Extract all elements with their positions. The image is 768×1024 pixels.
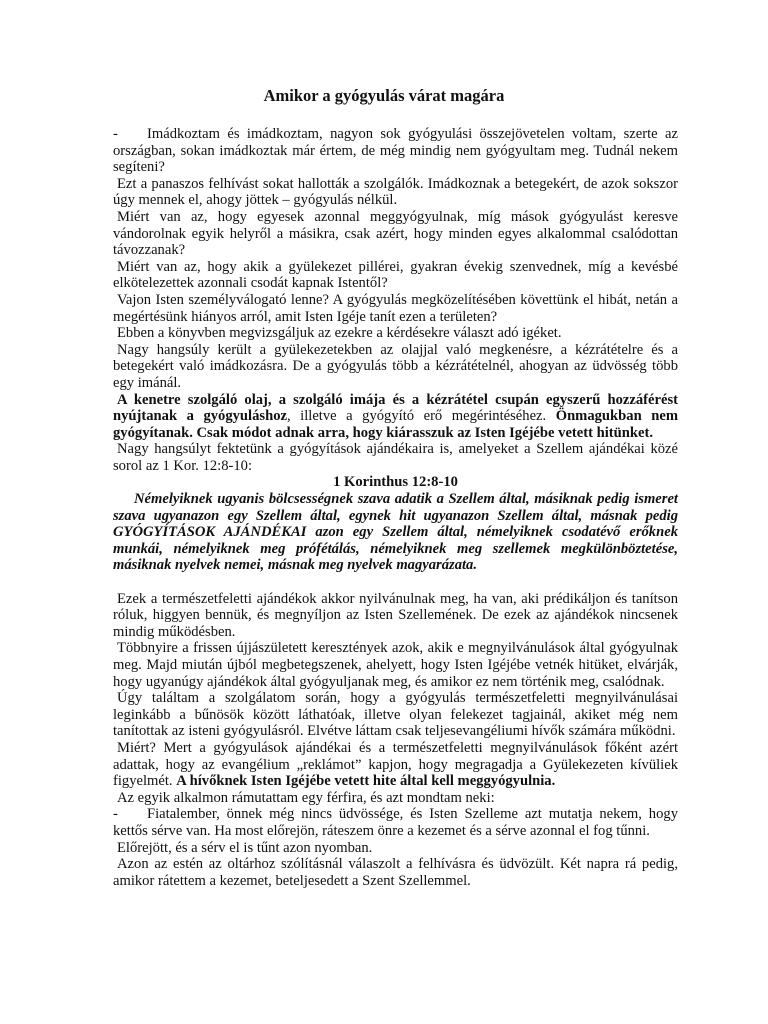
paragraph-11: Többnyire a frissen újjászületett keresztények azok, akik e megnyilvánulások által gyógyulnak meg. Majd miután újból megbetegszenek, ahelyett, hogy Isten Igéjébe vetnék hitüket, elvárják, hogy ugyanúgy ajándékok által gyógyuljanak meg, és amikor ez nem történik meg, csalódnak. (113, 640, 678, 690)
paragraph-14: Az egyik alkalmon rámutattam egy férfira, és azt mondtam neki: (117, 789, 495, 806)
verse-reference: 1 Korinthus 12:8-10 (333, 474, 458, 491)
paragraph-1-text: Imádkoztam és imádkoztam, nagyon sok gyógyulási összejövetelen voltam, szerte az országban, sokan imádkoztak már értem, de még mindig nem gyógyultam meg. Tudnál nekem segíteni? (113, 126, 678, 176)
paragraph-8-bold-1: A kenetre szolgáló olaj, a szolgáló imája és a kézrátétel csupán egyszerű hozzáférést nyújtanak a gyógyuláshoz (113, 391, 678, 425)
paragraph-3: Miért van az, hogy egyesek azonnal meggyógyulnak, míg mások gyógyulást keresve vándorolnak egyik helyről a másikra, csak azért, hogy minden egyes alkalommal csalódottan távozzanak? (113, 208, 678, 259)
paragraph-13 (113, 740, 678, 790)
paragraph-6: Ebben a könyvben megvizsgáljuk az ezekre a kérdésekre választ adó igéket. (117, 325, 562, 342)
paragraph-1 (113, 126, 678, 176)
paragraph-17: Azon az estén az oltárhoz szólításnál válaszolt a felhívásra és üdvözült. Két napra rá pedig, amikor rátettem a kezemet, beteljesedett a Szent Szellemmel. (113, 856, 678, 889)
paragraph-13-normal: Miért? Mert a gyógyulások ajándékai és a természetfeletti megnyilvánulások főként azért adattak, hogy az evangélium „reklámot” kapjon, hogy megragadja a Gyülekezeten kívüliek figyelmét. (113, 739, 678, 790)
paragraph-8-bold-2: Önmagukban nem gyógyítanak. Csak módot adnak arra, hogy kiárasszuk az Isten Igéjébe vetett hitünket. (113, 408, 678, 441)
paragraph-16: Előrejött, és a sérv el is tűnt azon nyomban. (117, 839, 373, 856)
dash-marker: - (113, 126, 118, 142)
paragraph-7: Nagy hangsúly került a gyülekezetekben az olajjal való megkenésre, a kézrátételre és a betegekért való imádkozásra. De a gyógyulás több a kézrátételnél, ahogyan az üdvösség több egy imánál. (113, 341, 678, 391)
paragraph-15 (113, 806, 678, 839)
paragraph-9: Nagy hangsúlyt fektetünk a gyógyítások ajándékaira is, amelyeket a Szellem ajándékai közé sorol az 1 Kor. 12:8-10: (113, 441, 678, 474)
paragraph-2: Ezt a panaszos felhívást sokat hallották a szolgálók. Imádkoznak a betegekért, de azok sokszor úgy mennek el, ahogy jöttek – gyógyulás nélkül. (113, 175, 678, 209)
document-body (113, 126, 678, 889)
paragraph-10: Ezek a természetfeletti ajándékok akkor nyilvánulnak meg, ha van, aki prédikáljon és tanítson róluk, higgyen bennük, és megnyíljon az Isten Szellemének. De ezek az ajándékok nincsenek mindig működésben. (113, 590, 678, 640)
paragraph-12: Úgy találtam a szolgálatom során, hogy a gyógyulás természetfeletti megnyilvánulásai leginkább a bűnösök között láthatóak, illetve olyan felekezet tagjainál, akiket még nem tanítottak az isteni gyógyulásról. Elvétve láttam csak teljesevangéliumi hívők számára működni. (113, 690, 678, 740)
paragraph-15-text: Fiatalember, önnek még nincs üdvössége, és Isten Szelleme azt mutatja nekem, hogy kettős sérve van. Ha most előrejön, ráteszem önre a kezemet és a sérve azonnal el fog tűnni. (113, 806, 678, 839)
dash-marker: - (113, 806, 118, 823)
paragraph-4: Miért van az, hogy akik a gyülekezet pillérei, gyakran évekig szenvednek, míg a kevésbé elkötelezettek azonnali csodát kapnak Istentől? (113, 258, 678, 292)
paragraph-13-bold: A hívőknek Isten Igéjébe vetett hite által kell meggyógyulnia. (176, 773, 556, 790)
paragraph-5: Vajon Isten személyválogató lenne? A gyógyulás megközelítésében követtünk el hibát, netán a megértésünk hiányos arról, amit Isten Igéje tanít ezen a területen? (113, 291, 678, 325)
verse-quote: Némelyiknek ugyanis bölcsességnek szava adatik a Szellem által, másiknak pedig ismeret szava ugyanazon egy Szellem által, egynek hit ugyanazon Szellem által, másnak pedig GYÓGYÍTÁSOK AJÁNDÉKAI azon egy Szellem által, némelyiknek csodatévő erőknek munkái, némelyiknek meg prófétálás, némelyiknek meg szellemek megkülönböztetése, másiknak nyelvek nemei, másnak meg nyelvek magyarázata. (113, 491, 678, 574)
document-title: Amikor a gyógyulás várat magára (263, 86, 505, 105)
paragraph-8-normal: , illetve a gyógyító erő megérintéséhez. (286, 408, 556, 425)
paragraph-8 (113, 392, 678, 442)
